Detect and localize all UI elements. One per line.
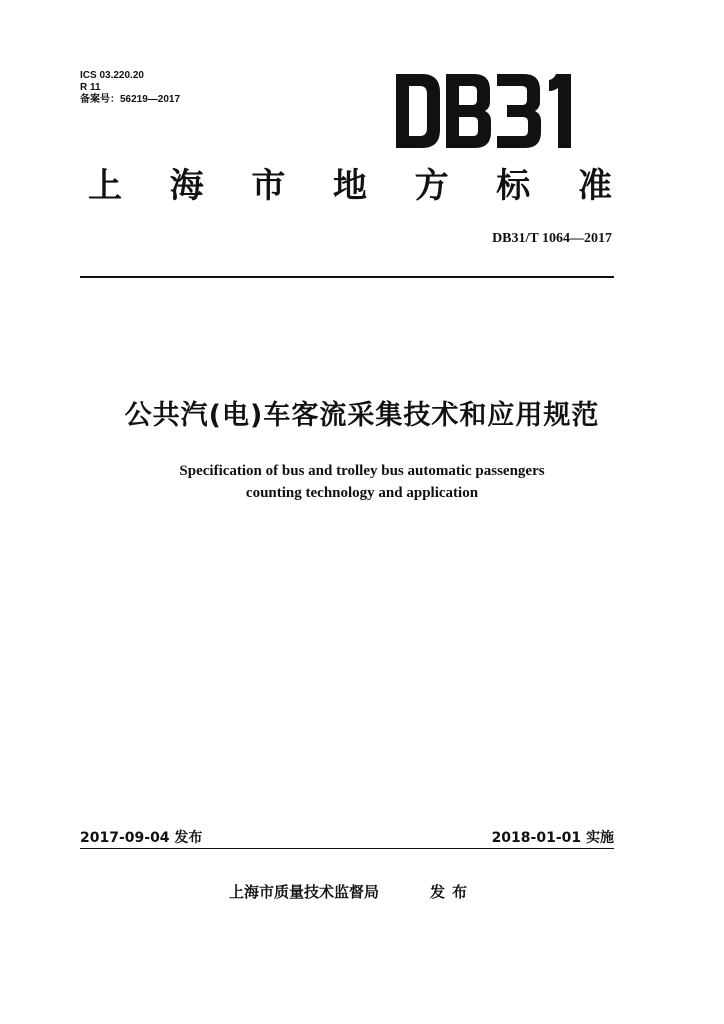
document-title-english bbox=[0, 460, 724, 504]
effective-date: 2018-01-01 实施 bbox=[491, 830, 614, 846]
org-title-char: 准 bbox=[577, 166, 612, 206]
org-title-char: 地 bbox=[332, 166, 367, 206]
document-title-chinese: 公共汽(电)车客流采集技术和应用规范 bbox=[124, 400, 600, 431]
issue-date: 2017-09-04 发布 bbox=[80, 830, 203, 846]
org-title-char: 市 bbox=[251, 166, 286, 206]
category-code: R 11 bbox=[80, 82, 101, 93]
english-title-line-2: counting technology and application bbox=[245, 485, 479, 501]
publisher-name: 上海市质量技术监督局 bbox=[229, 883, 380, 901]
db31-logo bbox=[396, 74, 582, 148]
org-title-char: 上 bbox=[88, 166, 122, 206]
english-title-line-1: Specification of bus and trolley bus automatic passengers bbox=[179, 463, 545, 479]
standard-number: DB31/T 1064—2017 bbox=[492, 231, 612, 246]
ics-code: ICS 03.220.20 bbox=[80, 70, 144, 81]
org-title-char: 海 bbox=[169, 166, 204, 206]
classification-block bbox=[80, 70, 180, 106]
org-title-char: 方 bbox=[414, 166, 449, 206]
issuing-authority-title bbox=[88, 164, 612, 208]
header-divider bbox=[80, 276, 614, 278]
publish-label: 发布 bbox=[430, 883, 475, 901]
footer-divider bbox=[80, 848, 614, 849]
record-number: 备案号：56219—2017 bbox=[80, 94, 181, 105]
org-title-char: 标 bbox=[496, 166, 531, 206]
